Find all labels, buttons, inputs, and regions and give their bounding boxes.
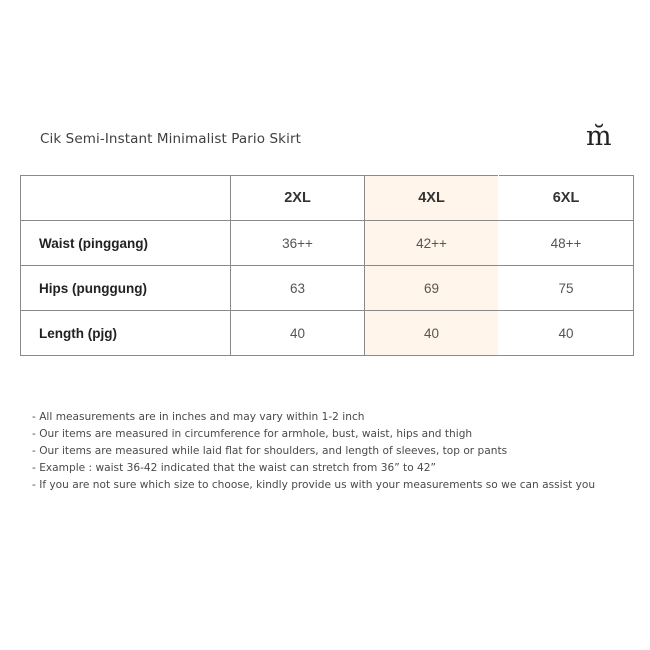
cell-hips-4xl: 69 xyxy=(365,266,499,311)
cell-hips-6xl: 75 xyxy=(499,266,634,311)
row-label-hips: Hips (punggung) xyxy=(21,266,231,311)
row-label-waist: Waist (pinggang) xyxy=(21,221,231,266)
cell-waist-6xl: 48++ xyxy=(499,221,634,266)
cell-hips-2xl: 63 xyxy=(231,266,365,311)
table-row xyxy=(21,221,634,266)
measurement-notes xyxy=(32,409,595,494)
column-header-6xl: 6XL xyxy=(499,176,634,221)
page-title: Cik Semi-Instant Minimalist Pario Skirt xyxy=(40,131,301,147)
table-row xyxy=(21,266,634,311)
note-item: - Example : waist 36-42 indicated that the waist can stretch from 36” to 42” xyxy=(32,462,437,474)
row-label-length: Length (pjg) xyxy=(21,311,231,356)
column-header-2xl: 2XL xyxy=(231,176,365,221)
note-item: - Our items are measured in circumference for armhole, bust, waist, hips and thigh xyxy=(32,428,473,440)
table-row xyxy=(21,311,634,356)
cell-length-2xl: 40 xyxy=(231,311,365,356)
table-header-row xyxy=(21,176,634,221)
cell-waist-4xl: 42++ xyxy=(365,221,499,266)
cell-length-6xl: 40 xyxy=(499,311,634,356)
column-header-4xl: 4XL xyxy=(365,176,499,221)
note-item: - If you are not sure which size to choose, kindly provide us with your measurements so we can assist you xyxy=(32,479,596,491)
note-item: - All measurements are in inches and may vary within 1-2 inch xyxy=(32,411,365,423)
table-corner-cell xyxy=(21,176,231,221)
cell-waist-2xl: 36++ xyxy=(231,221,365,266)
note-item: - Our items are measured while laid flat for shoulders, and length of sleeves, top or pants xyxy=(32,445,508,457)
cell-length-4xl: 40 xyxy=(365,311,499,356)
brand-logo: m̆ xyxy=(586,121,612,152)
size-chart-table xyxy=(20,175,634,356)
